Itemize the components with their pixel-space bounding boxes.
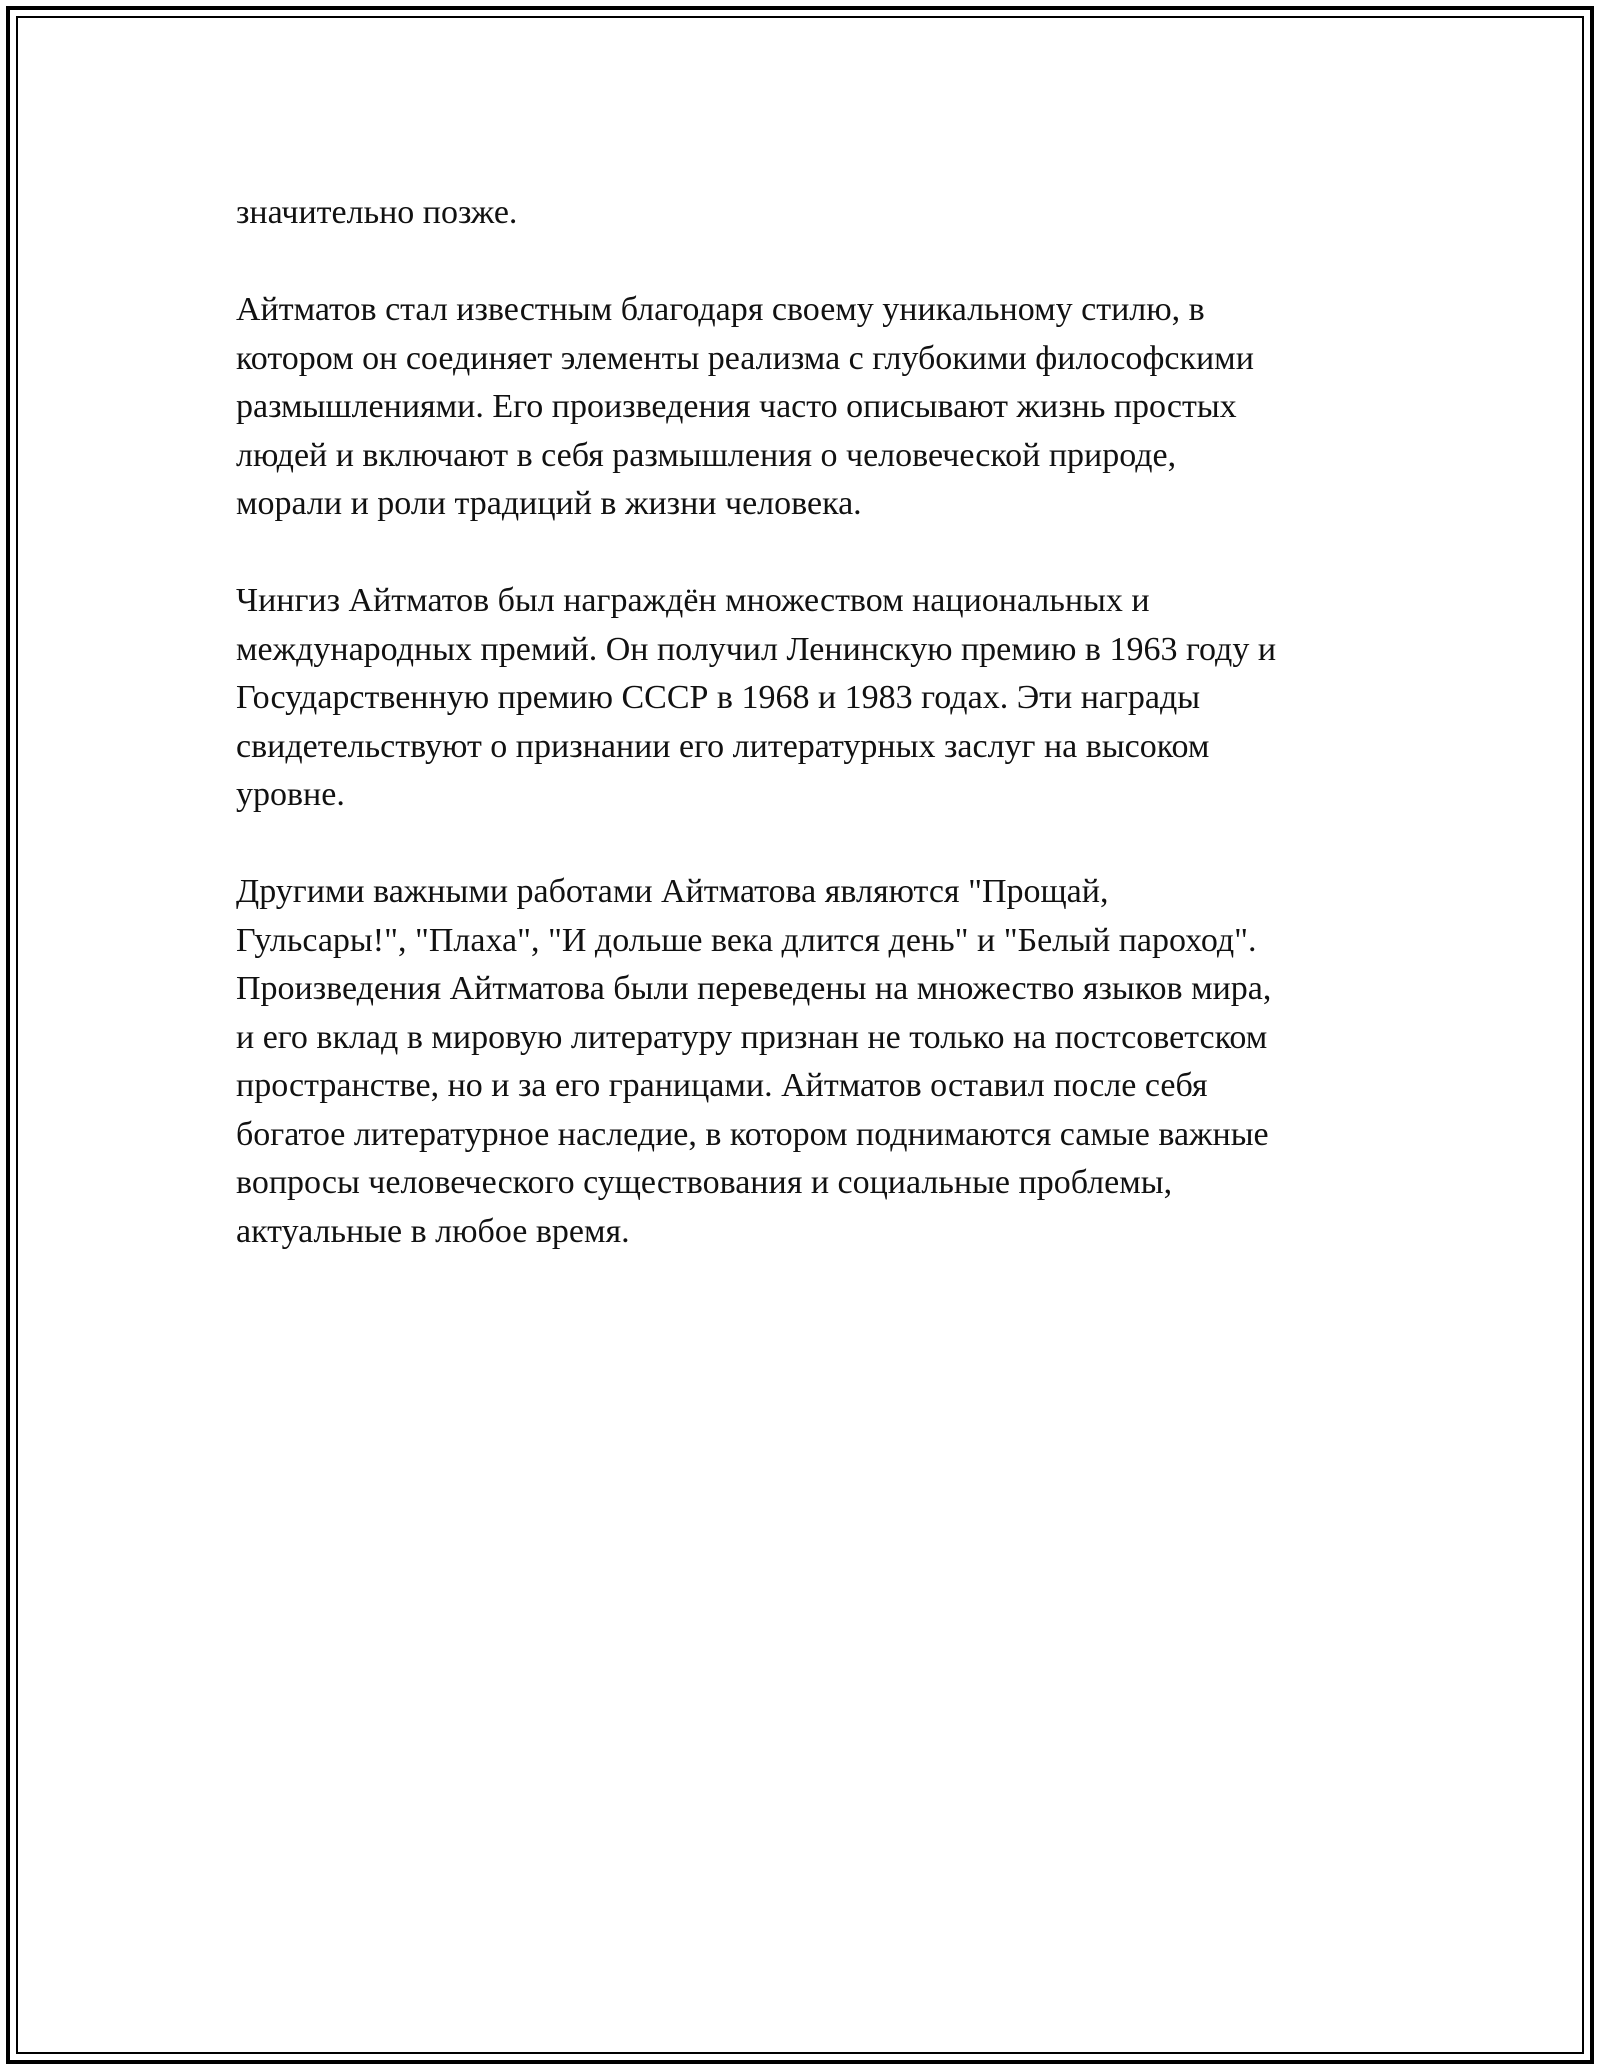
paragraph-awards: Чингиз Айтматов был награждён множеством национальных и международных премий. Он получил Ленинскую премию в 1963 году и Государственную премию СССР в 1968 и 1983 годах. Эти награды свидетельствуют о признании его литературных заслуг на высоком уровне.: [236, 582, 1277, 813]
paragraph-style: Айтматов стал известным благодаря своему уникальному стилю, в котором он соединяет элементы реализма с глубокими философскими размышлениями. Его произведения часто описывают жизнь простых людей и включают в себя размышления о человеческой природе, морали и роли традиций в жизни человека.: [236, 291, 1254, 522]
paragraph-continuation: значительно позже.: [236, 194, 518, 231]
document-body: [236, 189, 1386, 1305]
paragraph-works: Другими важными работами Айтматова являются "Прощай, Гульсары!", "Плаха", "И дольше века длится день" и "Белый пароход". Произведения Айтматова были переведены на множество языков мира, и его вклад в мировую литературу признан не только на постсоветском пространстве, но и за его границами. Айтматов оставил после себя богатое литературное наследие, в котором поднимаются самые важные вопросы человеческого существования и социальные проблемы, актуальные в любое время.: [236, 873, 1272, 1250]
